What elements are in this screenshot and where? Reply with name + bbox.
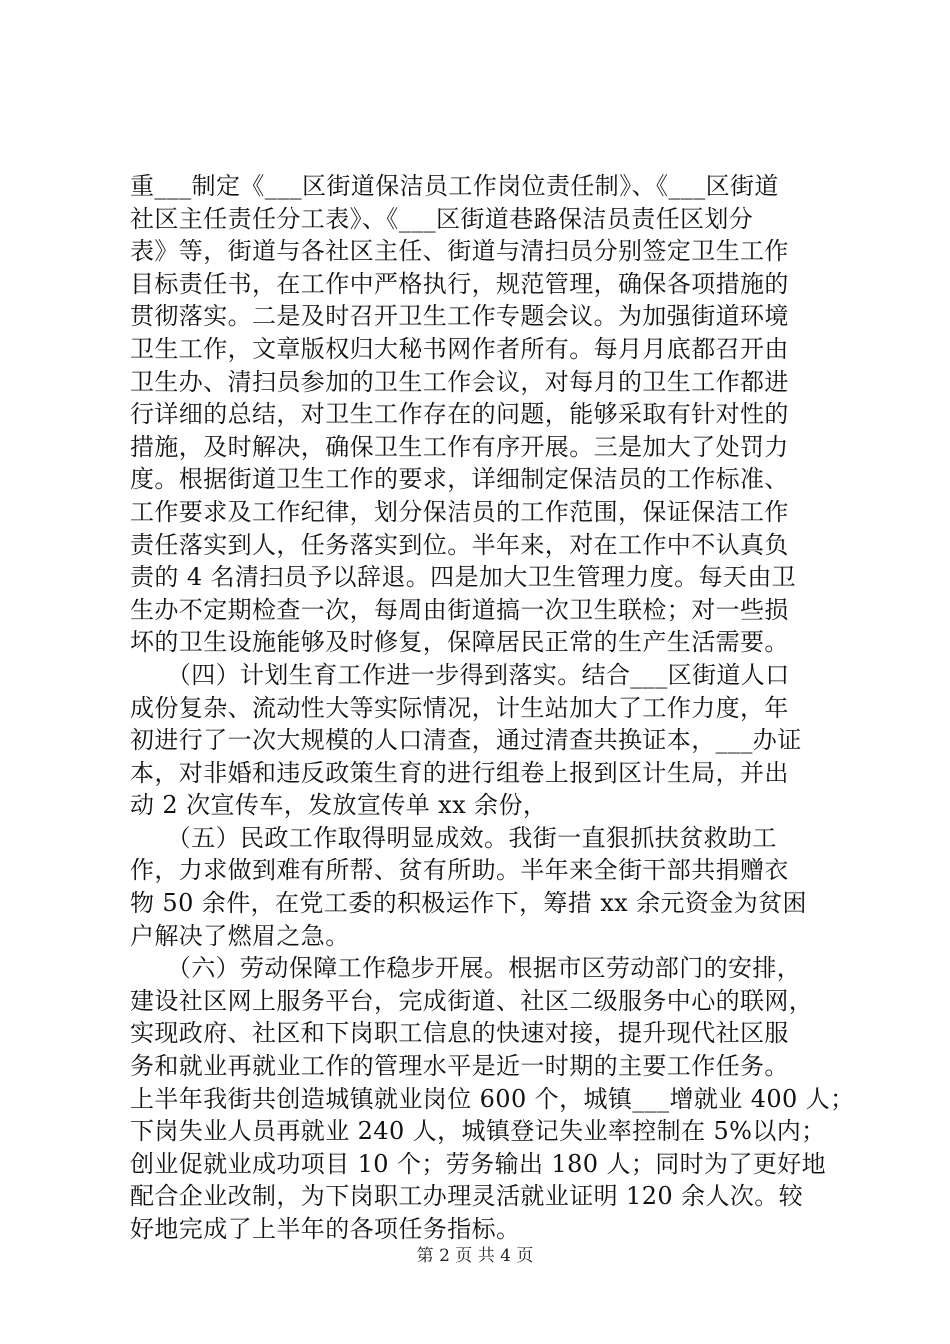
text-line: 行详细的总结，对卫生工作存在的问题，能够采取有针对性的	[130, 400, 789, 429]
text-line: 配合企业改制，为下岗职工办理灵活就业证明 120 余人次。较	[130, 1182, 804, 1211]
text-line: 本，对非婚和违反政策生育的进行组卷上报到区计生局，并出	[130, 758, 789, 787]
text-line: （六）劳动保障工作稳步开展。根据市区劳动部门的安排，	[130, 954, 802, 983]
text-line: 责任落实到人，任务落实到位。半年来，对在工作中不认真负	[130, 530, 789, 559]
page-number-label: 第 2 页 共 4 页	[416, 1246, 534, 1266]
text-line: 成份复杂、流动性大等实际情况，计生站加大了工作力度，年	[130, 693, 789, 722]
text-line: 表》等，街道与各社区主任、街道与清扫员分别签定卫生工作	[130, 237, 789, 266]
page-footer	[0, 1245, 950, 1267]
text-line: 度。根据街道卫生工作的要求，详细制定保洁员的工作标准、	[130, 465, 789, 494]
text-line: 社区主任责任分工表》、《___区街道巷路保洁员责任区划分	[130, 204, 754, 233]
text-line: 物 50 余件，在党工委的积极运作下，筹措 xx 余元资金为贫困	[130, 889, 807, 918]
text-line: （四）计划生育工作进一步得到落实。结合___区街道人口	[130, 660, 790, 689]
text-line: 创业促就业成功项目 10 个；劳务输出 180 人；同时为了更好地	[130, 1149, 827, 1178]
text-line: 初进行了一次大规模的人口清查，通过清查共换证本，___办证	[130, 726, 802, 755]
text-line: 坏的卫生设施能够及时修复，保障居民正常的生产生活需要。	[130, 628, 789, 657]
text-line: 重___制定《___区街道保洁员工作岗位责任制》、《___区街道	[130, 172, 779, 200]
text-line: 下岗失业人员再就业 240 人，城镇登记失业率控制在 5%以内；	[130, 1117, 826, 1146]
text-line: 目标责任书，在工作中严格执行，规范管理，确保各项措施的	[130, 269, 789, 298]
text-line: 户解决了燃眉之急。	[130, 921, 350, 950]
document-body	[130, 170, 855, 1246]
text-line: 实现政府、社区和下岗职工信息的快速对接，提升现代社区服	[130, 1019, 789, 1048]
text-line: 卫生办、清扫员参加的卫生工作会议，对每月的卫生工作都进	[130, 367, 789, 396]
text-line: （五）民政工作取得明显成效。我街一直狠抓扶贫救助工	[130, 823, 777, 852]
text-line: 好地完成了上半年的各项任务指标。	[130, 1215, 521, 1243]
text-line: 务和就业再就业工作的管理水平是近一时期的主要工作任务。	[130, 1052, 789, 1081]
text-line: 工作要求及工作纪律，划分保洁员的工作范围，保证保洁工作	[130, 497, 789, 526]
text-line: 责的 4 名清扫员予以辞退。四是加大卫生管理力度。每天由卫	[130, 563, 797, 592]
text-line: 措施，及时解决，确保卫生工作有序开展。三是加大了处罚力	[130, 432, 789, 461]
text-line: 建设社区网上服务平台，完成街道、社区二级服务中心的联网，	[130, 986, 814, 1015]
text-line: 贯彻落实。二是及时召开卫生工作专题会议。为加强街道环境	[130, 302, 789, 331]
text-line: 作，力求做到难有所帮、贫有所助。半年来全街干部共捐赠衣	[130, 856, 789, 885]
text-line: 卫生工作，文章版权归大秘书网作者所有。每月月底都召开由	[130, 334, 789, 363]
text-line: 动 2 次宣传车，发放宣传单 xx 余份，	[130, 791, 548, 820]
text-line: 上半年我街共创造城镇就业岗位 600 个，城镇___增就业 400 人；	[130, 1084, 855, 1113]
text-line: 生办不定期检查一次，每周由街道搞一次卫生联检；对一些损	[130, 595, 789, 624]
